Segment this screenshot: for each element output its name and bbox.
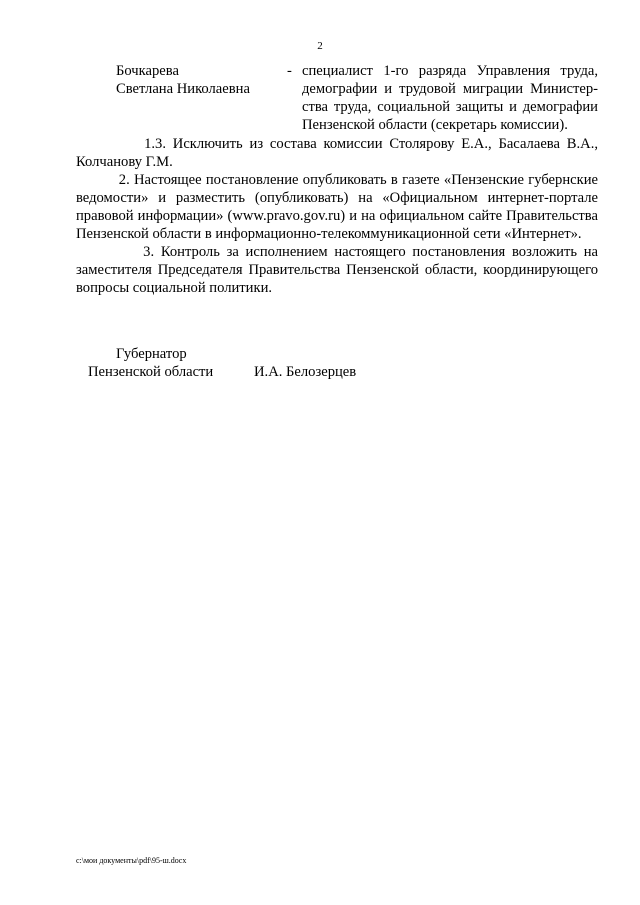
member-dash: -: [287, 63, 292, 79]
document-body: [76, 135, 598, 297]
paragraph-exclusion: [76, 135, 598, 171]
footer-file-path: c:\мои документы\pdf\95-ш.docx: [76, 856, 187, 865]
signature-block: [76, 345, 476, 385]
paragraph-line: 2. Настоящее постановление опубликовать в газете «Пензенские губернские: [76, 172, 598, 188]
paragraph-line: 1.3. Исключить из состава комиссии Столярову Е.А., Басалаева В.А.,: [76, 136, 598, 152]
member-given-names: Светлана Николаевна: [116, 81, 250, 97]
paragraph-publication: [76, 171, 598, 243]
member-role: [302, 62, 598, 134]
paragraph-line: ведомости» и разместить (опубликовать) на «Официальном интернет-портале: [76, 190, 598, 206]
member-role-line: ства труда, социальной защиты и демографии: [302, 99, 598, 115]
member-role-line: Пензенской области (секретарь комиссии).: [302, 117, 568, 133]
signatory-title-line2: Пензенской области: [88, 364, 214, 380]
paragraph-line: Пензенской области в информационно-телекоммуникационной сети «Интернет».: [76, 226, 582, 242]
signatory-title-line1: Губернатор: [116, 346, 187, 362]
paragraph-line: 3. Контроль за исполнением настоящего постановления возложить на: [76, 244, 598, 260]
member-role-line: специалист 1-го разряда Управления труда,: [302, 63, 598, 79]
member-surname: Бочкарева: [116, 63, 179, 79]
member-name: [116, 62, 306, 98]
paragraph-line: Колчанову Г.М.: [76, 154, 173, 170]
paragraph-line: заместителя Председателя Правительства Пензенской области, координирующего: [76, 262, 598, 278]
paragraph-control: [76, 243, 598, 297]
signatory-name: И.А. Белозерцев: [254, 364, 357, 380]
paragraph-line: правовой информации» (www.pravo.gov.ru) и на официальном сайте Правительства: [76, 208, 598, 224]
member-role-line: демографии и трудовой миграции Министер-: [302, 81, 598, 97]
paragraph-line: вопросы социальной политики.: [76, 280, 273, 296]
page-number: 2: [317, 40, 323, 52]
